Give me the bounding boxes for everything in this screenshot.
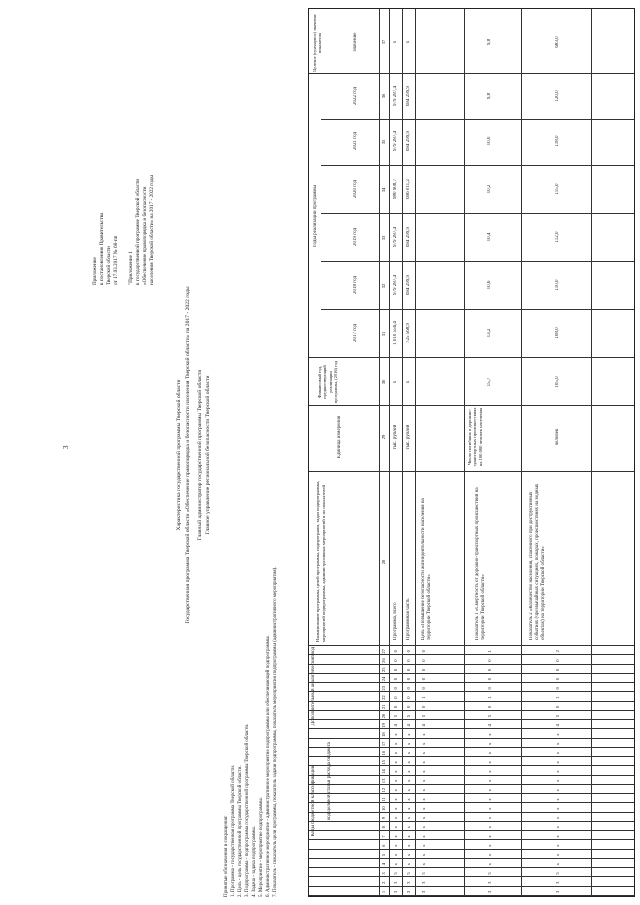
column-number: 15 <box>381 760 386 765</box>
code-cell: 3 <box>393 881 398 884</box>
grid-vline-code <box>309 867 634 868</box>
code-cell: 0 <box>421 650 426 653</box>
code-cell: 5 <box>421 872 426 875</box>
code-cell: x <box>487 751 492 755</box>
code-cell: 5 <box>406 872 411 875</box>
code-cell: x <box>393 742 398 746</box>
code-cell: 0 <box>393 650 398 653</box>
grid-vline-code <box>309 849 634 850</box>
column-number: 18 <box>381 732 386 737</box>
page-number: 3 <box>62 445 70 449</box>
column-number: 30 <box>381 379 386 385</box>
code-cell: 0 <box>421 659 426 662</box>
code-cell: x <box>406 807 411 810</box>
code-cell: x <box>406 789 411 792</box>
column-number: 11 <box>381 797 386 802</box>
year-2022: 2022 год <box>353 86 358 106</box>
code-cell: 0 <box>393 668 398 671</box>
grid-vline-code <box>309 765 634 766</box>
grid-vline-code <box>309 691 634 692</box>
grid-vline-code <box>309 719 634 720</box>
code-cell: x <box>393 789 398 792</box>
year-2017: 2017 год <box>353 323 358 343</box>
grid-vline-code <box>309 793 634 794</box>
code-cell: x <box>421 863 426 866</box>
grid-vline <box>321 213 634 214</box>
grid-vline-code <box>309 802 634 803</box>
grid-vline <box>309 471 634 472</box>
code-cell: 0 <box>406 668 411 671</box>
grid-vline-code <box>309 756 634 757</box>
column-number: 31 <box>381 331 386 337</box>
code-cell: 3 <box>421 881 426 884</box>
row-1-unit: тыс. рублей <box>393 424 398 450</box>
code-cell: x <box>487 733 492 736</box>
grid-vline-code <box>309 821 634 822</box>
code-cell: 5 <box>393 714 398 718</box>
code-cell: x <box>421 733 426 736</box>
row-5-2021: 118,0 <box>555 135 560 147</box>
row-2-fin: x <box>406 380 411 384</box>
column-number: 22 <box>381 695 386 700</box>
column-number: 3 <box>381 872 386 875</box>
code-cell: 4 <box>555 724 560 727</box>
grid-vline-code <box>309 812 634 813</box>
row-1-2020: 980 908,7 <box>393 179 398 199</box>
code-cell: x <box>487 779 492 783</box>
code-cell: 0 <box>487 687 492 690</box>
code-cell: 0 <box>406 650 411 653</box>
column-number: 16 <box>381 750 386 756</box>
code-cell: x <box>406 779 411 783</box>
appendix-line-1: Приложение <box>92 257 98 285</box>
column-number: 10 <box>381 806 386 811</box>
target-value-header: значение <box>353 32 358 52</box>
year-2020: 2020 год <box>353 179 358 199</box>
code-cell: x <box>555 807 560 810</box>
column-number: 17 <box>381 741 386 747</box>
code-cell: 0 <box>555 668 560 671</box>
code-cell: x <box>406 742 411 746</box>
grid-vline-code <box>309 830 634 831</box>
notes-heading: Принятые обозначения и сокращения: <box>224 815 229 897</box>
code-cell: 0 <box>487 659 492 662</box>
row-3-name: Цель «Повышение безопасности жизнедеятельности населения на территории Тверской области» <box>421 498 432 640</box>
code-cell: 0 <box>406 687 411 690</box>
row-1-2018: 979 287,4 <box>393 275 398 295</box>
code-cell: x <box>406 733 411 736</box>
code-cell: 3 <box>406 881 411 884</box>
code-cell: x <box>421 779 426 783</box>
code-cell: 5 <box>421 714 426 718</box>
grid-vline-code <box>309 701 634 702</box>
code-cell: x <box>421 835 426 838</box>
code-cell: 1 <box>555 696 560 699</box>
code-cell: x <box>487 835 492 838</box>
code-cell: 5 <box>406 714 411 718</box>
column-number: 33 <box>381 235 386 241</box>
code-cell: x <box>555 853 560 857</box>
row-5-2018: 110,0 <box>555 279 560 291</box>
appendix-line-3: Тверской области <box>106 246 112 285</box>
code-cell: 0 <box>421 668 426 671</box>
code-cell: x <box>555 844 560 847</box>
grid-vline <box>309 405 634 406</box>
title-administrator-label: Главный администратор государственной программы Тверской области <box>197 369 203 541</box>
note-5: 5. Мероприятие - мероприятие подпрограммы. <box>259 797 264 897</box>
grid-vline-code <box>309 664 634 665</box>
code-cell: x <box>555 826 560 829</box>
column-number: 14 <box>381 769 386 774</box>
appendix-line-7: к государственной программе Тверской области <box>135 178 141 285</box>
header-extra-code: Дополнительный аналитический код <box>311 646 316 726</box>
row-4-2020: 10,2 <box>487 184 492 194</box>
code-cell: x <box>555 789 560 792</box>
grid-vline-code <box>309 858 634 859</box>
row-1-2017: 1 010 556,4 <box>393 321 398 345</box>
header-years: Годы реализации программы <box>313 185 318 247</box>
code-cell: x <box>421 853 426 857</box>
header-expense-code: код целевой статьи расхода бюджета <box>327 742 332 820</box>
code-cell: 5 <box>555 714 560 718</box>
code-cell: 0 <box>393 687 398 690</box>
appendix-line-4: от 17.03.2017 № 68-пп <box>113 235 119 285</box>
code-cell: 0 <box>406 677 411 681</box>
code-cell: x <box>487 816 492 820</box>
code-cell: x <box>393 798 398 801</box>
code-cell: 5 <box>487 714 492 718</box>
code-cell: x <box>487 761 492 764</box>
code-cell: x <box>406 798 411 801</box>
code-cell: x <box>406 761 411 764</box>
note-2: 2. Цель - цель государственной программы Тверской области. <box>238 765 243 897</box>
code-cell: 3 <box>555 881 560 884</box>
row-4-name: Показатель 1 «Смертность от дорожно-транспортных происшествий на территории Тверской области» <box>475 487 486 640</box>
code-cell: x <box>555 798 560 801</box>
row-2-2019: 694 299,9 <box>406 227 411 247</box>
row-5-2020: 115,0 <box>555 183 560 195</box>
code-cell: 0 <box>393 705 398 708</box>
code-cell: 0 <box>555 659 560 662</box>
header-codes: Коды бюджетной классификации <box>311 765 316 837</box>
code-cell: x <box>393 807 398 810</box>
grid-hline <box>415 9 416 896</box>
column-number: 21 <box>381 704 386 710</box>
note-4: 4. Задача - задача подпрограммы. <box>252 826 257 897</box>
column-number: 35 <box>381 139 386 145</box>
grid-vline-code <box>309 738 634 739</box>
header-unit: Единица измерения <box>337 415 342 459</box>
code-cell: x <box>393 863 398 866</box>
code-cell: x <box>487 742 492 746</box>
row-2-name: Программная часть <box>406 598 411 640</box>
grid-hline <box>591 9 592 896</box>
code-cell: 0 <box>393 696 398 699</box>
grid-vline <box>321 309 634 310</box>
row-4-2018: 10,6 <box>487 280 492 290</box>
header-fin-year: Финансовый год, предшествующий реализации программы, (2016) год <box>317 360 339 404</box>
characteristics-table <box>308 8 635 897</box>
row-1-2021: 979 287,4 <box>393 131 398 151</box>
code-cell: x <box>421 751 426 755</box>
row-2-target: x <box>406 40 411 44</box>
code-cell: 0 <box>487 677 492 681</box>
code-cell: x <box>487 826 492 829</box>
grid-hline <box>389 9 390 896</box>
code-cell: x <box>487 807 492 810</box>
grid-vline-code <box>309 728 634 729</box>
code-cell: x <box>555 770 560 773</box>
code-cell: x <box>555 751 560 755</box>
code-cell: x <box>393 733 398 736</box>
column-number: 37 <box>381 39 386 45</box>
code-cell: x <box>393 816 398 820</box>
grid-vline-code <box>309 654 634 655</box>
code-cell: x <box>406 835 411 838</box>
code-cell: 0 <box>406 659 411 662</box>
grid-hline <box>464 9 465 896</box>
code-cell: x <box>406 770 411 773</box>
code-cell: x <box>487 853 492 857</box>
code-cell: x <box>393 761 398 764</box>
row-4-2019: 10,4 <box>487 232 492 242</box>
code-cell: x <box>393 835 398 838</box>
code-cell: x <box>421 826 426 829</box>
grid-vline-code <box>309 839 634 840</box>
column-number: 4 <box>381 863 386 866</box>
grid-vline-code <box>309 876 634 877</box>
row-5-unit: человек <box>555 428 560 446</box>
year-2019: 2019 год <box>353 227 358 247</box>
column-number: 32 <box>381 283 386 289</box>
column-number: 8 <box>381 826 386 829</box>
appendix-line-8: «Обеспечение правопорядка и безопасности <box>142 186 148 285</box>
grid-vline-code <box>309 673 634 674</box>
header-name: Наименование программы, целей программы, подпрограмм, задач подпрограммы, мероприятий подпрограммы, административных мероприятий и их показателей <box>315 480 326 642</box>
column-number: 23 <box>381 686 386 691</box>
code-cell: 0 <box>393 659 398 662</box>
code-cell: 0 <box>555 687 560 690</box>
code-cell: 1 <box>487 650 492 653</box>
grid-vline <box>321 261 634 262</box>
row-1-2022: 979 287,4 <box>393 86 398 106</box>
column-number: 24 <box>381 676 386 682</box>
column-number: 25 <box>381 667 386 673</box>
row-4-2022: 9,8 <box>487 92 492 100</box>
code-cell: x <box>393 826 398 829</box>
code-cell: x <box>555 835 560 838</box>
row-1-2019: 979 287,4 <box>393 227 398 247</box>
code-cell: x <box>421 761 426 764</box>
grid-vline-code <box>309 775 634 776</box>
code-cell: 0 <box>406 696 411 699</box>
code-cell: x <box>421 789 426 792</box>
code-cell: x <box>406 863 411 866</box>
code-cell: x <box>406 853 411 857</box>
code-cell: x <box>421 816 426 820</box>
code-cell: x <box>555 816 560 820</box>
header-target: Целевое (суммарное) значение показателя <box>312 14 323 72</box>
column-number: 34 <box>381 187 386 193</box>
column-number: 36 <box>381 93 386 99</box>
code-cell: x <box>406 816 411 820</box>
grid-vline <box>309 73 634 74</box>
grid-vline <box>309 357 634 358</box>
appendix-line-2: к постановлению Правительства <box>99 212 105 285</box>
note-3: 3. Подпрограмма - подпрограмма государственной программы Тверской области. <box>245 723 250 897</box>
grid-vline-code <box>309 895 634 896</box>
row-2-2020: 696 011,2 <box>406 179 411 199</box>
grid-vline-code <box>309 710 634 711</box>
code-cell: 0 <box>487 705 492 708</box>
code-cell: 3 <box>393 890 398 894</box>
row-2-unit: тыс. рублей <box>406 424 411 450</box>
grid-vline-code <box>309 784 634 785</box>
note-6: 6. Административное мероприятие - административное мероприятие подпрограммы или обеспечивающей подпрограммы. <box>266 635 271 897</box>
code-cell: 3 <box>487 890 492 894</box>
year-2018: 2018 год <box>353 275 358 295</box>
code-cell: 0 <box>555 705 560 708</box>
code-cell: x <box>487 844 492 847</box>
row-4-2017: 13,2 <box>487 328 492 338</box>
column-number: 29 <box>381 434 386 440</box>
code-cell: 4 <box>406 724 411 727</box>
grid-hline <box>402 9 403 896</box>
code-cell: 4 <box>393 724 398 727</box>
row-4-unit: Число погибших в дорожно-транспортных происшествиях на 100 000 человек населения <box>467 407 483 467</box>
appendix-line-9: населения Тверской области» на 2017 - 2022 годы <box>149 175 155 285</box>
row-1-fin: x <box>393 380 398 384</box>
column-number: 13 <box>381 778 386 784</box>
title-program: Государственная программа Тверской области «Обеспечение правопорядка и безопасности населения Тверской области» на 2017 - 2022 годы <box>185 286 191 624</box>
code-cell: 4 <box>487 724 492 727</box>
code-cell: x <box>421 844 426 847</box>
code-cell: x <box>421 807 426 810</box>
row-2-2022: 694 299,9 <box>406 86 411 106</box>
code-cell: x <box>406 844 411 847</box>
code-cell: 0 <box>421 705 426 708</box>
column-number: 27 <box>381 648 386 654</box>
code-cell: 0 <box>393 677 398 681</box>
column-number: 6 <box>381 844 386 847</box>
code-cell: x <box>487 863 492 866</box>
code-cell: x <box>555 863 560 866</box>
column-number: 1 <box>381 890 386 894</box>
code-cell: 3 <box>555 890 560 894</box>
row-1-target: x <box>393 40 398 44</box>
code-cell: x <box>555 742 560 746</box>
column-number: 7 <box>381 835 386 838</box>
code-cell: 4 <box>421 724 426 727</box>
code-cell: x <box>393 853 398 857</box>
note-7: 7. Показатель - показатель цели программы, показатель задачи подпрограммы, показатель мероприятия подпрограммы (административного мероприятия). <box>273 566 278 897</box>
code-cell: 3 <box>406 890 411 894</box>
column-number: 9 <box>381 816 386 820</box>
code-cell: x <box>393 844 398 847</box>
code-cell: 0 <box>406 705 411 708</box>
code-cell: 2 <box>555 650 560 653</box>
row-2-2018: 694 299,9 <box>406 275 411 295</box>
code-cell: 5 <box>555 872 560 875</box>
code-cell: x <box>421 742 426 746</box>
code-cell: x <box>421 798 426 801</box>
grid-vline-code <box>309 645 634 646</box>
code-cell: 0 <box>555 677 560 681</box>
grid-vline-code <box>309 886 634 887</box>
title-characteristic: Характеристика государственной программы Тверской области <box>176 379 182 531</box>
code-cell: x <box>487 789 492 792</box>
code-cell: 1 <box>487 696 492 699</box>
code-cell: x <box>487 770 492 773</box>
grid-vline <box>321 119 634 120</box>
column-number: 20 <box>381 713 386 719</box>
note-1: 1. Программа - государственная программа Тверской области. <box>231 764 236 897</box>
code-cell: x <box>406 826 411 829</box>
code-cell: 3 <box>487 881 492 884</box>
code-cell: 0 <box>487 668 492 671</box>
code-cell: 0 <box>421 687 426 690</box>
row-5-name: Показатель 2 «Количество населения, спасенного при деструктивных событиях (чрезвычайных ситуациях, пожарах, происшествиях на водных объектах) на территории Тверской области» <box>529 483 546 640</box>
row-4-fin: 15,7 <box>487 377 492 387</box>
code-cell: x <box>421 770 426 773</box>
grid-hline <box>379 9 380 896</box>
code-cell: x <box>555 761 560 764</box>
row-4-target: 9,8 <box>487 38 492 46</box>
row-5-2017: 108,0 <box>555 327 560 339</box>
grid-vline-code <box>309 682 634 683</box>
column-number: 5 <box>381 853 386 857</box>
code-cell: 1 <box>421 696 426 699</box>
code-cell: x <box>487 798 492 801</box>
row-4-2021: 10,0 <box>487 136 492 146</box>
row-2-2021: 694 299,9 <box>406 131 411 151</box>
code-cell: 0 <box>421 677 426 681</box>
column-number: 12 <box>381 787 386 793</box>
row-5-fin: 105,0 <box>555 376 560 388</box>
code-cell: x <box>555 733 560 736</box>
grid-vline <box>321 165 634 166</box>
row-5-target: 683,0 <box>555 36 560 48</box>
row-1-name: Программа, всего <box>393 602 398 640</box>
appendix-line-6: "Приложение 1 <box>128 251 134 285</box>
column-number: 26 <box>381 658 386 663</box>
row-5-2022: 120,0 <box>555 90 560 102</box>
code-cell: 5 <box>393 872 398 875</box>
grid-hline <box>521 9 522 896</box>
row-2-2017: 725 568,9 <box>406 323 411 343</box>
code-cell: x <box>555 779 560 783</box>
row-5-2019: 112,0 <box>555 231 560 243</box>
column-number: 19 <box>381 723 386 728</box>
grid-vline-code <box>309 747 634 748</box>
code-cell: 5 <box>487 872 492 875</box>
column-number: 2 <box>381 881 386 884</box>
code-cell: x <box>393 751 398 755</box>
year-2021: 2021 год <box>353 131 358 151</box>
code-cell: 3 <box>421 890 426 894</box>
code-cell: x <box>393 779 398 783</box>
code-cell: x <box>406 751 411 755</box>
column-number: 28 <box>381 559 386 565</box>
title-administrator-name: Главное управление региональной безопасности Тверской области <box>205 375 211 535</box>
code-cell: x <box>393 770 398 773</box>
